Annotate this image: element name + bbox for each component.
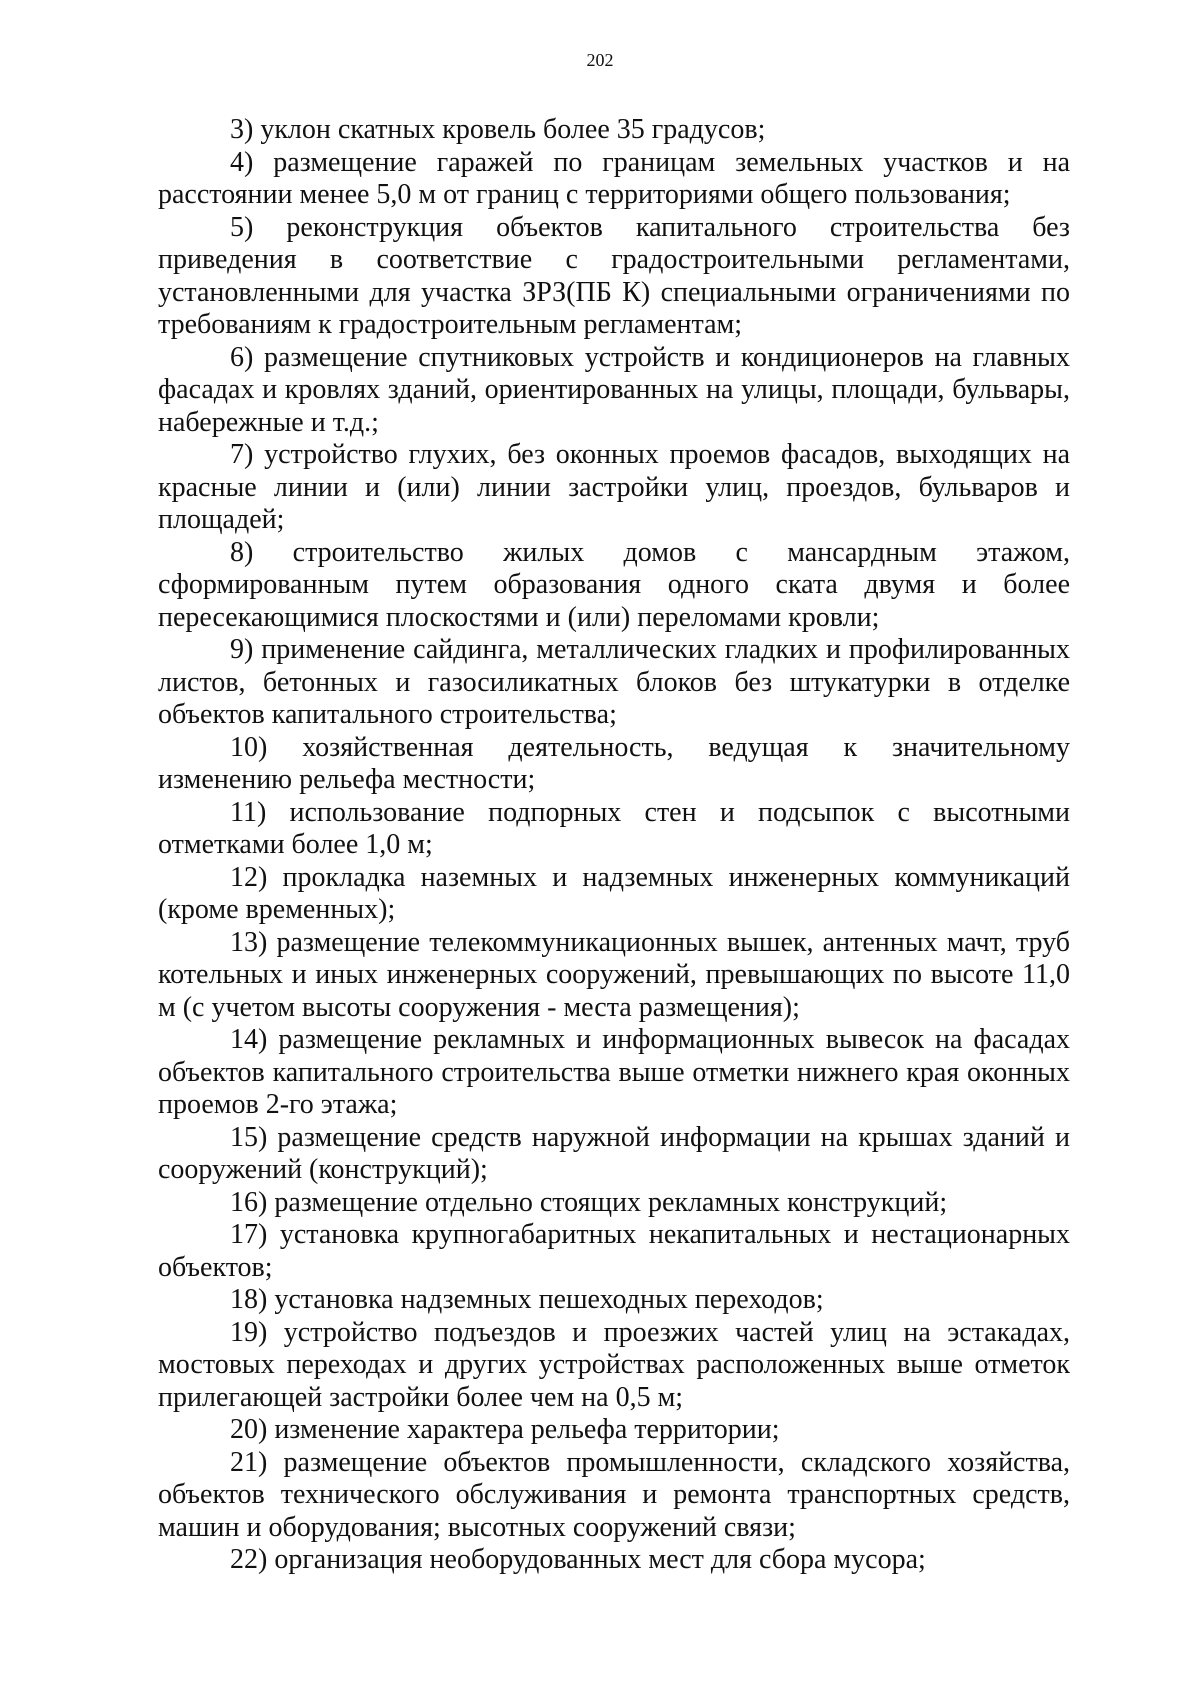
list-item: 5) реконструкция объектов капитального строительства без приведения в соответствие с градостроительными регламентами, установленными для участка ЗРЗ(ПБ К) специальными ограничениями по требованиям к градостроительным регламентам; xyxy=(158,211,1070,340)
list-item: 11) использование подпорных стен и подсыпок с высотными отметками более 1,0 м; xyxy=(158,796,1070,860)
page-number: 202 xyxy=(586,50,614,70)
list-item: 16) размещение отдельно стоящих рекламных конструкций; xyxy=(230,1186,948,1218)
list-item: 14) размещение рекламных и информационных вывесок на фасадах объектов капитального строительства выше отметки нижнего края оконных проемов 2-го этажа; xyxy=(158,1024,1070,1120)
list-item: 12) прокладка наземных и надземных инженерных коммуникаций (кроме временных); xyxy=(158,861,1070,925)
list-item: 19) устройство подъездов и проезжих частей улиц на эстакадах, мостовых переходах и других устройствах расположенных выше отметок прилегающей застройки более чем на 0,5 м; xyxy=(158,1316,1070,1413)
list-item: 3) уклон скатных кровель более 35 градусов; xyxy=(230,114,766,145)
list-item: 20) изменение характера рельефа территории; xyxy=(230,1414,780,1445)
list-item: 6) размещение спутниковых устройств и кондиционеров на главных фасадах и кровлях зданий, ориентированных на улицы, площади, бульвары, набережные и т.д.; xyxy=(158,341,1070,438)
list-item: 13) размещение телекоммуникационных вышек, антенных мачт, труб котельных и иных инженерных сооружений, превышающих по высоте 11,0 м (с учетом высоты сооружения - места размещения); xyxy=(158,926,1070,1023)
list-item: 9) применение сайдинга, металлических гладких и профилированных листов, бетонных и газосиликатных блоков без штукатурки в отделке объектов капитального строительства; xyxy=(158,634,1070,730)
list-item: 22) организация необорудованных мест для сбора мусора; xyxy=(230,1544,926,1575)
list-item: 4) размещение гаражей по границам земельных участков и на расстоянии менее 5,0 м от границ с территориями общего пользования; xyxy=(158,146,1070,210)
list-item: 17) установка крупногабаритных некапитальных и нестационарных объектов; xyxy=(158,1219,1070,1283)
list-item: 18) установка надземных пешеходных переходов; xyxy=(230,1284,824,1315)
list-item: 10) хозяйственная деятельность, ведущая к значительному изменению рельефа местности; xyxy=(158,731,1070,795)
restrictions-list xyxy=(158,114,1070,1577)
list-item: 15) размещение средств наружной информации на крышах зданий и сооружений (конструкций); xyxy=(158,1121,1070,1185)
list-item: 7) устройство глухих, без оконных проемов фасадов, выходящих на красные линии и (или) линии застройки улиц, проездов, бульваров и площадей; xyxy=(158,439,1070,535)
list-item: 21) размещение объектов промышленности, складского хозяйства, объектов технического обслуживания и ремонта транспортных средств, машин и оборудования; высотных сооружений связи; xyxy=(158,1446,1070,1543)
list-item: 8) строительство жилых домов с мансардным этажом, сформированным путем образования одного ската двумя и более пересекающимися плоскостями и (или) переломами кровли; xyxy=(158,536,1070,633)
